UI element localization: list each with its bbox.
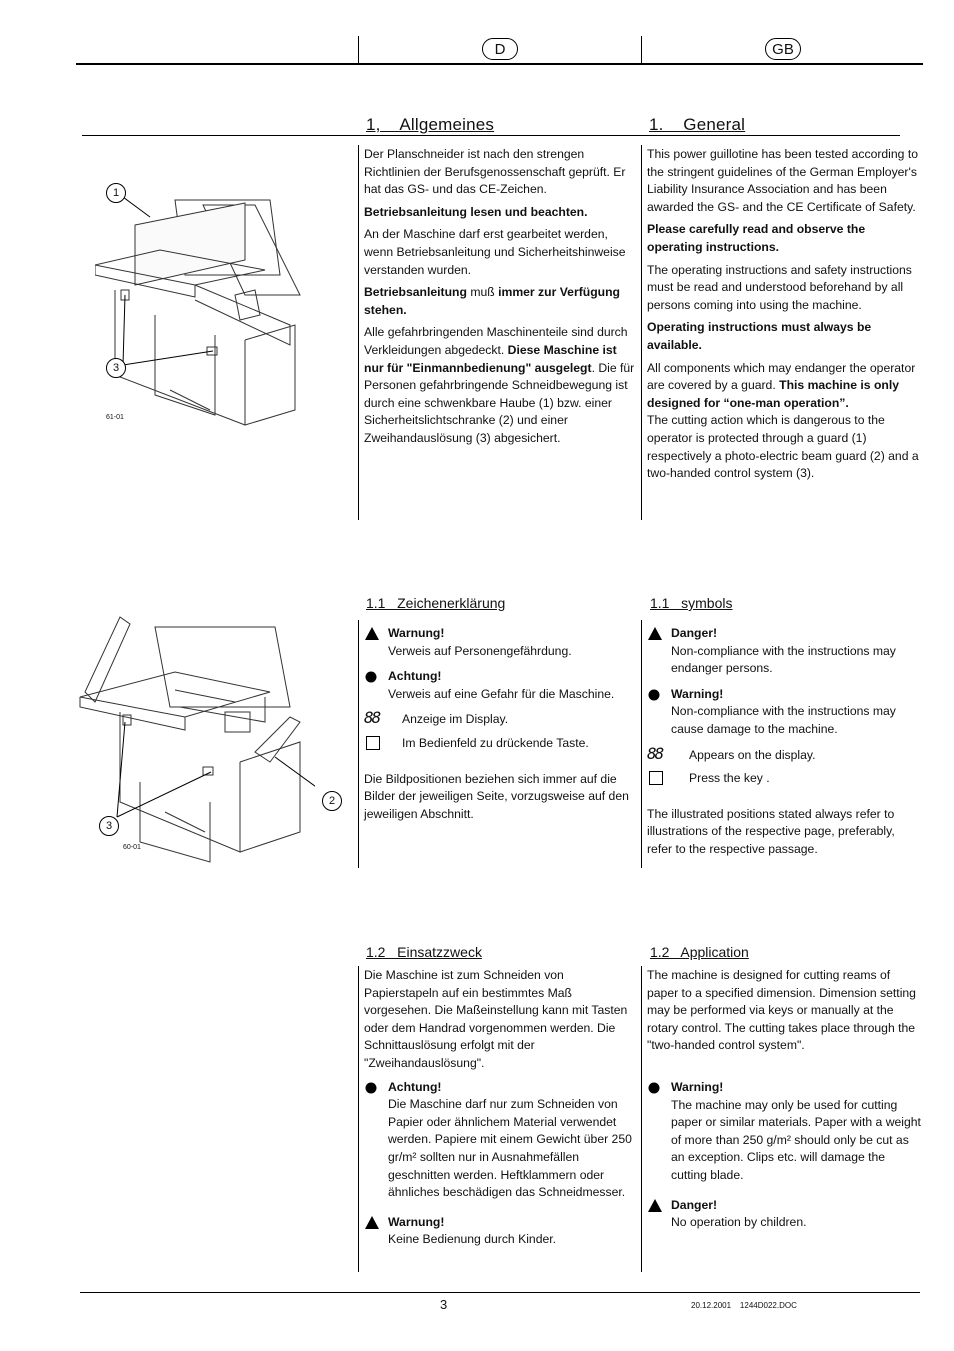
note-title: Danger! [671, 1197, 718, 1212]
attention-dot-icon [647, 1080, 663, 1096]
legend-text: Appears on the display. [689, 747, 816, 762]
heading-gb-application: 1.2 Application [650, 944, 749, 960]
section11-gb-text [647, 625, 919, 864]
section11-divider-left [358, 620, 359, 868]
note-title: Achtung! [388, 669, 442, 684]
heading-de-einsatzzweck: 1.2 Einsatzzweck [366, 944, 482, 960]
section1-rule [82, 135, 900, 136]
paragraph [364, 284, 636, 319]
page-number: 3 [440, 1297, 448, 1312]
paragraph: The illustrated positions stated always refer to illustrations of the respective page, preferably, refer to the respective passage. [647, 806, 895, 856]
segment-display-icon: 88 [364, 708, 380, 728]
paragraph [647, 360, 919, 413]
figure-label: 61-01 [106, 414, 124, 421]
section12-divider-right [641, 966, 642, 1272]
lang-badge-de: D [482, 38, 518, 60]
footer-rule [80, 1292, 920, 1293]
segment-display-icon: 88 [647, 743, 663, 763]
warning-note [647, 686, 919, 739]
note-title: Warning! [671, 686, 724, 701]
section12-gb-text [647, 967, 921, 1240]
note-text: Keine Bedienung durch Kinder. [388, 1232, 557, 1247]
callout-1: 1 [106, 183, 126, 203]
paragraph-bold: Betriebsanleitung lesen und beachten. [364, 204, 588, 219]
note-text: No operation by children. [671, 1215, 807, 1230]
legend-text: Im Bedienfeld zu drückende Taste. [402, 735, 589, 750]
danger-note [647, 625, 919, 678]
key-legend [647, 770, 919, 788]
heading-de-allgemeines: 1, Allgemeines [366, 115, 495, 134]
section11-divider-right [641, 620, 642, 868]
bold-text: Betriebsanleitung [364, 285, 467, 300]
warning-triangle-icon [647, 626, 663, 642]
heading-gb-symbols: 1.1 symbols [650, 595, 733, 611]
paragraph: The operating instructions and safety instructions must be read and understood beforehand by all persons coming into using the machine. [647, 262, 912, 312]
note-title: Warnung! [388, 626, 445, 640]
key-legend [364, 735, 636, 753]
paragraph-bold: Please carefully read and observe the operating instructions. [647, 222, 866, 254]
bold-text: This machine is only designed for “one-man operation”. [647, 378, 900, 410]
heading-de-zeichenerklaerung: 1.1 Zeichenerklärung [366, 595, 506, 611]
heading-gb-general: 1. General [649, 115, 746, 134]
text: muß [466, 285, 499, 300]
figure-label: 60-01 [123, 844, 141, 851]
legend-text: Press the key . [689, 771, 770, 786]
bold-text: Diese Maschine ist nur für "Einmannbedienung" ausgelegt [364, 342, 617, 375]
section1-de-text [364, 146, 636, 453]
header-divider-left [358, 36, 359, 64]
warning-note [647, 1079, 921, 1185]
warning-note [364, 1214, 638, 1249]
warning-triangle-icon [364, 626, 380, 642]
section12-divider-left [358, 966, 359, 1272]
paragraph: The machine is designed for cutting reams of paper to a specified dimension. Dimension setting may be performed via keys or manually at the rotary control. The cutting takes place through the "two-handed control system". [647, 968, 916, 1053]
key-icon [649, 771, 663, 785]
section1-gb-text [647, 146, 919, 488]
callout-3: 3 [99, 816, 119, 836]
text: . Die für Personen gefahrbringende Schneidbewegung ist durch eine schwenkbare Haube (1) bzw. einer Sicherheitslichtschranke (2) und einer Zweihandauslösung (3) abgesichert. [364, 360, 635, 445]
section1-divider-left [358, 145, 359, 520]
section11-de-text [364, 625, 636, 828]
section1-divider-right [641, 145, 642, 520]
note-text: Die Maschine darf nur zum Schneiden von Papier oder ähnlichem Material verwendet werden. Papiere mit einem Gewicht über 250 gr/m² sollten nur in Ausnahmefällen geschnitten werden. Heftklammern oder ähnliches beschädigen das Schneidmesser. [388, 1097, 632, 1200]
note-title: Warnung! [388, 1214, 445, 1229]
text: Alle gefahrbringenden Maschinenteile sind durch Verkleidungen abgedeckt. [364, 325, 628, 357]
display-legend [647, 743, 919, 765]
paragraph: Die Bildpositionen beziehen sich immer auf die Bilder der jeweiligen Seite, vorzugsweise auf den jeweiligen Abschnitt. [364, 771, 629, 821]
danger-note [647, 1197, 921, 1232]
note-text: The machine may only be used for cutting paper or similar materials. Paper with a weight of more than 250 g/m² should only be cut as an exception. Clips etc. will damage the cutting blade. [671, 1097, 921, 1182]
warning-note [364, 625, 636, 660]
warning-triangle-icon [364, 1215, 380, 1231]
paragraph: Die Maschine ist zum Schneiden von Papierstapeln auf ein bestimmtes Maß vorgesehen. Die Maßeinstellung kann mit Tasten oder dem Handrad vorgenommen werden. Die Schnittauslösung erfolgt mit der "Zweihandauslösung". [364, 968, 628, 1070]
note-text: Non-compliance with the instructions may endanger persons. [671, 643, 896, 676]
text: All components which may endanger the operator are covered by a guard. [647, 360, 916, 393]
attention-dot-icon [647, 687, 663, 703]
paragraph: This power guillotine has been tested according to the stringent guidelines of the German Employer's Liability Insurance Association and has been awarded the GS- and the CE Certificate of Safety. [647, 147, 918, 214]
note-text: Verweis auf Personengefährdung. [388, 643, 572, 658]
paragraph [364, 324, 636, 447]
note-title: Danger! [671, 626, 718, 640]
note-text: Non-compliance with the instructions may cause damage to the machine. [671, 704, 896, 736]
paragraph: The cutting action which is dangerous to the operator is protected through a guard (1) respectively a photo-electric beam guard (2) and a two-handed control system (3). [647, 413, 919, 481]
note-title: Achtung! [388, 1079, 442, 1094]
header-rule [76, 63, 923, 65]
doc-reference: 20.12.2001 1244D022.DOC [691, 1301, 797, 1310]
display-legend [364, 708, 636, 729]
attention-dot-icon [364, 669, 380, 685]
note-title: Warning! [671, 1079, 724, 1094]
legend-text: Anzeige im Display. [402, 712, 509, 727]
callout-2: 2 [322, 791, 342, 811]
key-icon [366, 736, 380, 750]
attention-dot-icon [364, 1080, 380, 1096]
section12-de-text [364, 967, 638, 1257]
bold-text: immer zur Verfügung stehen. [364, 285, 620, 317]
attention-note [364, 1079, 638, 1202]
warning-triangle-icon [647, 1198, 663, 1214]
paragraph: Der Planschneider ist nach den strengen Richtlinien der Berufsgenossenschaft geprüft. Er hat das GS- und das CE-Zeichen. [364, 147, 626, 197]
lang-badge-gb: GB [765, 38, 801, 60]
note-text: Verweis auf eine Gefahr für die Maschine. [388, 686, 615, 701]
callout-3: 3 [106, 358, 126, 378]
paragraph: An der Maschine darf erst gearbeitet werden, wenn Betriebsanleitung und Sicherheitshinweise verstanden wurden. [364, 227, 626, 277]
header-divider-right [641, 36, 642, 64]
attention-note [364, 668, 636, 703]
figure-callouts-1 [95, 175, 310, 435]
paragraph-bold: Operating instructions must always be available. [647, 320, 872, 352]
